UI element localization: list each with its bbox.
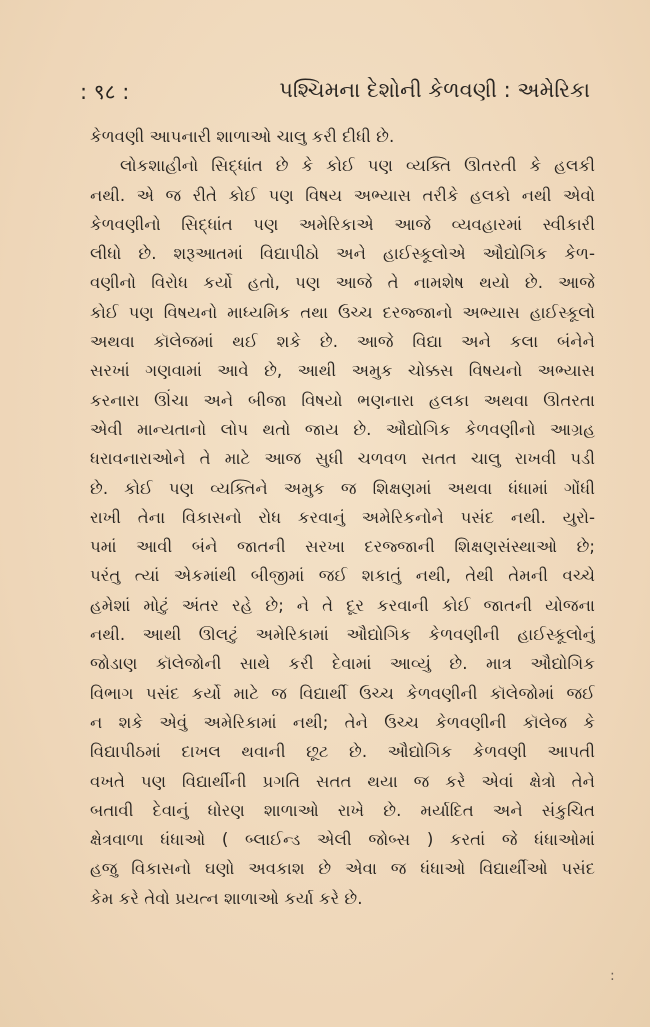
text-line: નથી. આથી ઊલટું અમેરિકામાં ઔદ્યોગિક કેળવણીની હાઈસ્કૂલોનું [90, 625, 595, 645]
text-line: કેળવણી આપનારી શાળાઓ ચાલુ કરી દીધી છે. [90, 127, 395, 146]
text-line: વણીનો વિરોધ કર્યો હતો, પણ આજે તે નામશેષ થયો છે. આજે [90, 273, 595, 293]
text-line: વિભાગ પસંદ કર્યો માટે જ વિદ્યાર્થી ઉચ્ચ કેળવણીની કૉલેજોમાં જઈ [90, 683, 595, 703]
text-line: વખતે પણ વિદ્યાર્થીની પ્રગતિ સતત થયા જ કરે એવાં ક્ષેત્રો તેને [90, 771, 595, 791]
text-line: ન શકે એવું અમેરિકામાં નથી; તેને ઉચ્ચ કેળવણીની કૉલેજ કે [90, 712, 595, 732]
text-line: વિદ્યાપીઠમાં દાખલ થવાની છૂટ છે. ઔદ્યોગિક કેળવણી આપતી [90, 742, 595, 762]
text-line: જોડાણ કૉલેજોની સાથે કરી દેવામાં આવ્યું છે. માત્ર ઔદ્યોગિક [90, 654, 595, 674]
text-line: છે. કોઈ પણ વ્યક્તિને અમુક જ શિક્ષણમાં અથવા ધંધામાં ગોંધી [90, 478, 595, 498]
text-line: અથવા કૉલેજમાં થઈ શકે છે. આજે વિદ્યા અને કલા બંનેને [90, 332, 595, 352]
text-line: એવી માન્યતાનો લોપ થતો જાય છે. ઔદ્યોગિક કેળવણીનો આગ્રહ [90, 419, 595, 439]
margin-mark: : [610, 968, 615, 984]
text-line: ધરાવનારાઓને તે માટે આજ સુધી ચળવળ સતત ચાલુ રાખવી પડી [90, 449, 595, 469]
text-line: નથી. એ જ રીતે કોઈ પણ વિષય અભ્યાસ તરીકે હલકો નથી એવો [90, 185, 595, 205]
text-line: કોઈ પણ વિષયનો માધ્યમિક તથા ઉચ્ચ દરજ્જાનો અભ્યાસ હાઈસ્કૂલો [90, 302, 595, 322]
text-line: પમાં આવી બંને જાતની સરખા દરજ્જાની શિક્ષણસંસ્થાઓ છે; [90, 537, 595, 557]
text-line: પરંતુ ત્યાં એકમાંથી બીજીમાં જઈ શકાતું નથી, તેથી તેમની વચ્ચે [90, 566, 595, 586]
running-title: પશ્ચિમના દેશોની કેળવણી : અમેરિકા [279, 78, 590, 102]
text-line: રાખી તેના વિકાસનો રોધ કરવાનું અમેરિકનોને પસંદ નથી. યુરો- [90, 507, 595, 527]
page-number: : ९८ : [80, 80, 130, 104]
text-line: કેમ કરે તેવો પ્રયત્ન શાળાઓ કર્યા કરે છે. [90, 888, 363, 908]
text-line: કરનારા ઊંચા અને બીજા વિષયો ભણનારા હલકા અથવા ઊતરતા [90, 390, 595, 410]
text-line: હજુ વિકાસનો ઘણો અવકાશ છે એવા જ ધંધાઓ વિદ્યાર્થીઓ પસંદ [90, 859, 595, 879]
page-header [80, 78, 590, 108]
body-text [90, 122, 595, 913]
text-line: લીધો છે. શરૂઆતમાં વિદ્યાપીઠો અને હાઈસ્કૂલોએ ઔદ્યોગિક કેળ- [90, 244, 595, 264]
text-line: સરખાં ગણવામાં આવે છે, આથી અમુક ચોક્કસ વિષયનો અભ્યાસ [90, 361, 595, 381]
text-line: કેળવણીનો સિદ્ધાંત પણ અમેરિકાએ આજે વ્યવહારમાં સ્વીકારી [90, 214, 595, 234]
text-line: લોકશાહીનો સિદ્ધાંત છે કે કોઈ પણ વ્યક્તિ ઊતરતી કે હલકી [120, 156, 595, 176]
text-line: હમેશાં મોટું અંતર રહે છે; ને તે દૂર કરવાની કોઈ જાતની યોજના [90, 595, 595, 615]
text-line: ક્ષેત્રવાળા ધંધાઓ ( બ્લાઈન્ડ એલી જોબ્સ ) કરતાં જે ધંધાઓમાં [90, 830, 595, 850]
text-line: બતાવી દેવાનું ધોરણ શાળાઓ રાખે છે. મર્યાદિત અને સંકુચિત [90, 800, 595, 820]
